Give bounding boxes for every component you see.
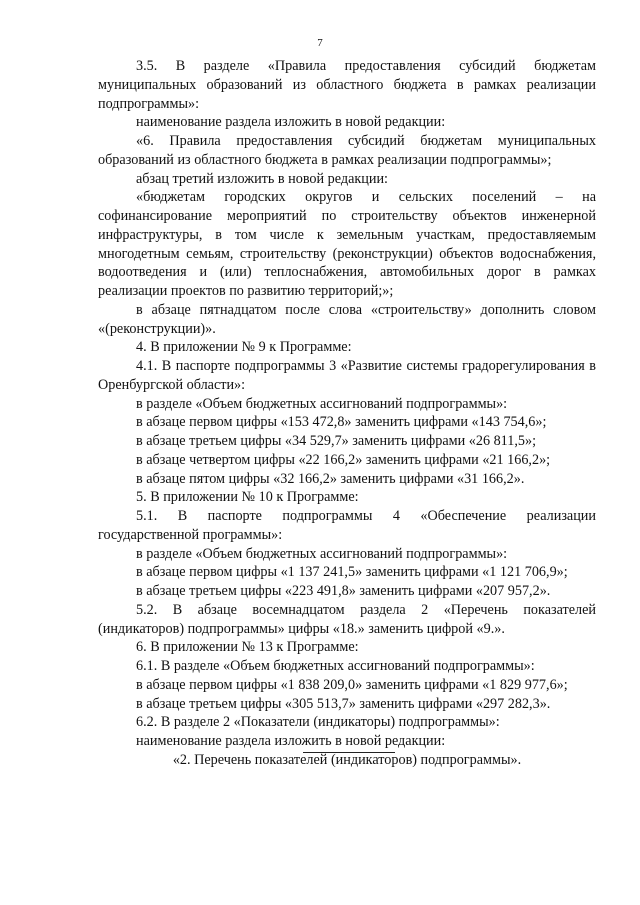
paragraph-5-1-section: в разделе «Объем бюджетных ассигнований подпрограммы»: xyxy=(136,545,508,562)
paragraph-section-title-instruction: наименование раздела изложить в новой редакции: xyxy=(136,114,446,131)
paragraph-4-1-first: в абзаце первом цифры «153 472,8» заменить цифрами «143 754,6»; xyxy=(136,414,547,431)
paragraph-new-section-title-2: «2. Перечень показателей (индикаторов) подпрограммы». xyxy=(172,751,522,768)
document-body xyxy=(98,57,596,770)
closing-divider xyxy=(303,752,395,753)
paragraph-5-1: 5.1. В паспорте подпрограммы 4 «Обеспечение реализации государственной программы»: xyxy=(98,508,596,543)
paragraph-fifteenth-abzac: в абзаце пятнадцатом после слова «строительству» дополнить словом «(реконструкции)». xyxy=(98,301,596,337)
paragraph-4-1-section: в разделе «Объем бюджетных ассигнований подпрограммы»: xyxy=(136,395,508,412)
paragraph-6-1: 6.1. В разделе «Объем бюджетных ассигнований подпрограммы»: xyxy=(136,658,535,674)
paragraph-6-1-first: в абзаце первом цифры «1 838 209,0» заменить цифрами «1 829 977,6»; xyxy=(136,676,568,693)
paragraph-4-1: 4.1. В паспорте подпрограммы 3 «Развитие системы градорегулирования в Оренбургской области»: xyxy=(98,358,596,393)
paragraph-5-1-third: в абзаце третьем цифры «223 491,8» заменить цифрами «207 957,2». xyxy=(136,583,551,599)
paragraph-new-section-title-6: «6. Правила предоставления субсидий бюджетам муниципальных образований из областного бюджета в рамках реализации подпрограммы»; xyxy=(98,133,596,168)
paragraph-5: 5. В приложении № 10 к Программе: xyxy=(136,489,359,506)
paragraph-third-abzac-instruction: абзац третий изложить в новой редакции: xyxy=(136,170,388,187)
paragraph-4-1-fifth: в абзаце пятом цифры «32 166,2» заменить цифрами «31 166,2». xyxy=(136,470,525,487)
paragraph-6-2: 6.2. В разделе 2 «Показатели (индикаторы) подпрограммы»: xyxy=(136,714,500,731)
paragraph-5-2: 5.2. В абзаце восемнадцатом раздела 2 «Перечень показателей (индикаторов) подпрограммы» цифры «18.» заменить цифрой «9.». xyxy=(98,601,596,637)
paragraph-3-5: 3.5. В разделе «Правила предоставления субсидий бюджетам муниципальных образований из областного бюджета в рамках реализации подпрограммы»: xyxy=(98,58,596,112)
paragraph-4-1-third: в абзаце третьем цифры «34 529,7» заменить цифрами «26 811,5»; xyxy=(136,433,537,449)
paragraph-4: 4. В приложении № 9 к Программе: xyxy=(136,339,352,356)
paragraph-6-2-instruction: наименование раздела изложить в новой редакции: xyxy=(136,733,446,749)
paragraph-5-1-first: в абзаце первом цифры «1 137 241,5» заменить цифрами «1 121 706,9»; xyxy=(136,564,568,581)
paragraph-6-1-third: в абзаце третьем цифры «305 513,7» заменить цифрами «297 282,3». xyxy=(136,695,551,712)
paragraph-new-abzac-text: «бюджетам городских округов и сельских поселений – на софинансирование мероприятий по строительству объектов инженерной инфраструктуры, в том числе к земельным участкам, предоставляемым многодетным семьям, строительству (реконструкции) объектов водоснабжения, водоотведения и (или) теплоснабжения, автомобильных дорог в рамках реализации проектов по развитию территорий;»; xyxy=(98,189,596,299)
page-number: 7 xyxy=(317,37,323,49)
paragraph-6: 6. В приложении № 13 к Программе: xyxy=(136,639,359,656)
paragraph-4-1-fourth: в абзаце четвертом цифры «22 166,2» заменить цифрами «21 166,2»; xyxy=(136,451,551,468)
